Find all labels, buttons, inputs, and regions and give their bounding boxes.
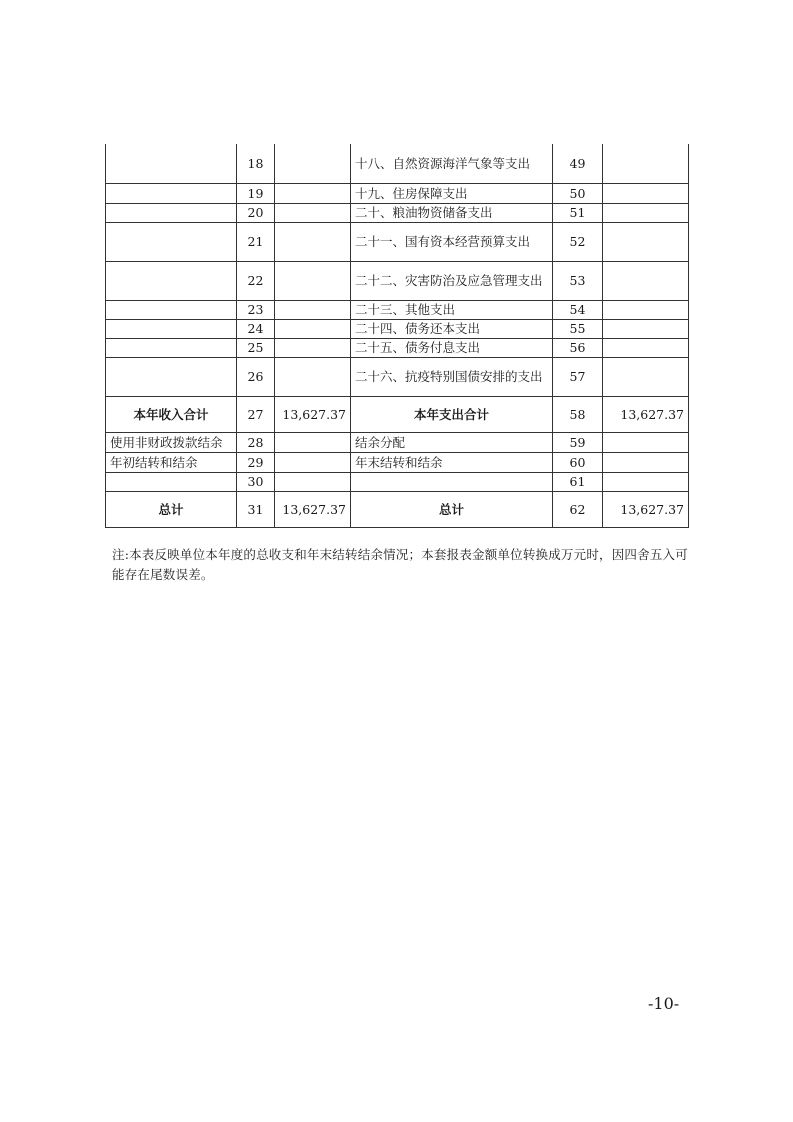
expense-line-no-cell: 62	[553, 491, 603, 527]
expense-item-cell: 十九、住房保障支出	[351, 183, 553, 203]
table-row	[106, 319, 689, 338]
expense-item-cell	[351, 472, 553, 491]
income-line-no-cell: 30	[237, 472, 275, 491]
income-line-no-cell: 22	[237, 261, 275, 300]
expense-item-cell: 二十三、其他支出	[351, 300, 553, 319]
table-row	[106, 222, 689, 261]
expense-amount-cell	[603, 319, 689, 338]
income-line-no-cell: 19	[237, 183, 275, 203]
expense-amount-cell	[603, 203, 689, 222]
income-amount-cell	[275, 319, 351, 338]
expense-amount-cell	[603, 300, 689, 319]
income-item-cell	[106, 261, 237, 300]
expense-item-cell: 结余分配	[351, 432, 553, 452]
income-expense-table	[105, 144, 689, 528]
expense-amount-cell: 13,627.37	[603, 491, 689, 527]
expense-item-cell: 二十五、债务付息支出	[351, 338, 553, 357]
income-item-cell: 使用非财政拨款结余	[106, 432, 237, 452]
table-row	[106, 432, 689, 452]
expense-item-cell: 二十四、债务还本支出	[351, 319, 553, 338]
income-item-cell: 总计	[106, 491, 237, 527]
table-row	[106, 144, 689, 183]
expense-item-cell: 总计	[351, 491, 553, 527]
expense-line-no-cell: 59	[553, 432, 603, 452]
expense-amount-cell	[603, 261, 689, 300]
income-line-no-cell: 28	[237, 432, 275, 452]
expense-item-cell: 年末结转和结余	[351, 452, 553, 472]
table-row	[106, 183, 689, 203]
income-line-no-cell: 21	[237, 222, 275, 261]
income-amount-cell	[275, 222, 351, 261]
expense-line-no-cell: 55	[553, 319, 603, 338]
income-item-cell	[106, 222, 237, 261]
table-row	[106, 357, 689, 396]
expense-amount-cell: 13,627.37	[603, 396, 689, 432]
income-line-no-cell: 23	[237, 300, 275, 319]
expense-amount-cell	[603, 144, 689, 183]
table-row	[106, 452, 689, 472]
income-line-no-cell: 20	[237, 203, 275, 222]
expense-amount-cell	[603, 452, 689, 472]
income-line-no-cell: 31	[237, 491, 275, 527]
expense-amount-cell	[603, 183, 689, 203]
income-amount-cell	[275, 261, 351, 300]
income-line-no-cell: 26	[237, 357, 275, 396]
income-amount-cell	[275, 338, 351, 357]
expense-item-cell: 二十二、灾害防治及应急管理支出	[351, 261, 553, 300]
table-row-grand-total	[106, 491, 689, 527]
income-item-cell	[106, 183, 237, 203]
table-row	[106, 203, 689, 222]
expense-amount-cell	[603, 222, 689, 261]
expense-item-cell: 十八、自然资源海洋气象等支出	[351, 144, 553, 183]
table-row	[106, 261, 689, 300]
expense-line-no-cell: 52	[553, 222, 603, 261]
income-amount-cell	[275, 432, 351, 452]
expense-item-cell: 二十一、国有资本经营预算支出	[351, 222, 553, 261]
expense-amount-cell	[603, 432, 689, 452]
income-item-cell	[106, 319, 237, 338]
income-line-no-cell: 29	[237, 452, 275, 472]
income-item-cell	[106, 144, 237, 183]
income-amount-cell	[275, 357, 351, 396]
table-footnote: 注:本表反映单位本年度的总收支和年末结转结余情况；本套报表金额单位转换成万元时，因四舍五入可能存在尾数误差。	[112, 547, 688, 582]
page-number: -10-	[648, 994, 680, 1013]
table-row	[106, 472, 689, 491]
income-line-no-cell: 18	[237, 144, 275, 183]
expense-line-no-cell: 57	[553, 357, 603, 396]
income-amount-cell: 13,627.37	[275, 396, 351, 432]
income-amount-cell	[275, 144, 351, 183]
income-amount-cell: 13,627.37	[275, 491, 351, 527]
expense-line-no-cell: 54	[553, 300, 603, 319]
expense-line-no-cell: 61	[553, 472, 603, 491]
income-amount-cell	[275, 203, 351, 222]
expense-line-no-cell: 56	[553, 338, 603, 357]
income-item-cell	[106, 300, 237, 319]
income-item-cell	[106, 472, 237, 491]
table-row-annual-total	[106, 396, 689, 432]
income-amount-cell	[275, 300, 351, 319]
table-row	[106, 300, 689, 319]
income-item-cell	[106, 338, 237, 357]
income-line-no-cell: 24	[237, 319, 275, 338]
income-item-cell	[106, 203, 237, 222]
expense-amount-cell	[603, 357, 689, 396]
expense-amount-cell	[603, 472, 689, 491]
income-line-no-cell: 25	[237, 338, 275, 357]
expense-item-cell: 二十六、抗疫特别国债安排的支出	[351, 357, 553, 396]
income-item-cell: 年初结转和结余	[106, 452, 237, 472]
table-row	[106, 338, 689, 357]
expense-line-no-cell: 60	[553, 452, 603, 472]
expense-line-no-cell: 50	[553, 183, 603, 203]
expense-line-no-cell: 58	[553, 396, 603, 432]
expense-line-no-cell: 53	[553, 261, 603, 300]
expense-item-cell: 本年支出合计	[351, 396, 553, 432]
income-amount-cell	[275, 472, 351, 491]
income-item-cell: 本年收入合计	[106, 396, 237, 432]
income-amount-cell	[275, 452, 351, 472]
expense-item-cell: 二十、粮油物资储备支出	[351, 203, 553, 222]
expense-amount-cell	[603, 338, 689, 357]
expense-line-no-cell: 51	[553, 203, 603, 222]
income-amount-cell	[275, 183, 351, 203]
income-item-cell	[106, 357, 237, 396]
expense-line-no-cell: 49	[553, 144, 603, 183]
income-line-no-cell: 27	[237, 396, 275, 432]
